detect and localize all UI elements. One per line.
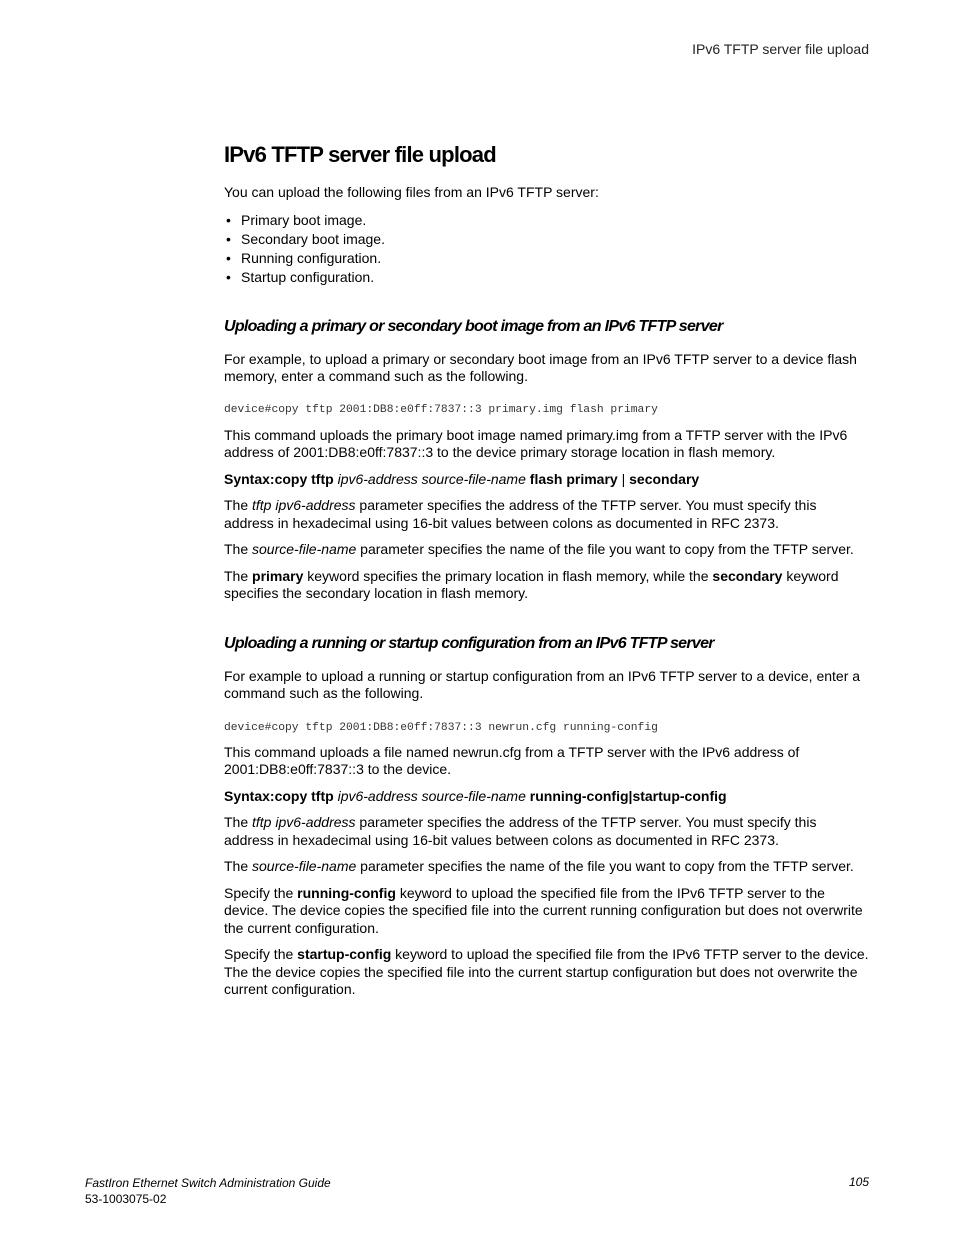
syntax-line: Syntax:copy tftp ipv6-address source-file-name running-config|startup-config <box>224 787 727 804</box>
page-number: 105 <box>848 1175 869 1189</box>
list-item: • Primary boot image. <box>224 211 870 230</box>
paragraph: The source-file-name parameter specifies the name of the file you want to copy from the TFTP server. <box>224 541 854 557</box>
paragraph: The tftp ipv6-address parameter specifies the address of the TFTP server. You must specify this address in hexadecimal using 16-bit values between colons as documented in RFC 2373. <box>224 814 817 848</box>
syntax-line: Syntax:copy tftp ipv6-address source-file-name flash primary | secondary <box>224 470 700 487</box>
footer-doc-number: 53-1003075-02 <box>85 1192 167 1206</box>
paragraph: Specify the running-config keyword to upload the specified file from the IPv6 TFTP server to the device. The device copies the specified file into the current running configuration but does not overwrite the current configuration. <box>224 884 863 936</box>
intro-paragraph: You can upload the following files from an IPv6 TFTP server: <box>224 184 599 200</box>
file-type-list <box>224 211 870 287</box>
command-example: device#copy tftp 2001:DB8:e0ff:7837::3 newrun.cfg running-config <box>224 721 658 734</box>
list-item: • Secondary boot image. <box>224 230 870 249</box>
paragraph: Specify the startup-config keyword to upload the specified file from the IPv6 TFTP server to the device. The the device copies the specified file into the current startup configuration but does not overwrite the current configuration. <box>224 946 869 997</box>
list-item: • Running configuration. <box>224 249 870 268</box>
paragraph: For example to upload a running or startup configuration from an IPv6 TFTP server to a device, enter a command such as the following. <box>224 667 861 701</box>
paragraph: This command uploads the primary boot image named primary.img from a TFTP server with the IPv6 address of 2001:DB8:e0ff:7837::3 to the device primary storage location in flash memory. <box>224 426 848 460</box>
footer-doc-info <box>85 1175 331 1207</box>
paragraph: The source-file-name parameter specifies the name of the file you want to copy from the TFTP server. <box>224 858 854 874</box>
paragraph: This command uploads a file named newrun.cfg from a TFTP server with the IPv6 address of 2001:DB8:e0ff:7837::3 to the device. <box>224 743 800 777</box>
section-heading-boot-image: Uploading a primary or secondary boot image from an IPv6 TFTP server <box>224 317 723 335</box>
list-item: • Startup configuration. <box>224 268 870 287</box>
running-header: IPv6 TFTP server file upload <box>692 41 869 57</box>
footer-doc-title: FastIron Ethernet Switch Administration Guide <box>85 1176 331 1190</box>
paragraph: For example, to upload a primary or secondary boot image from an IPv6 TFTP server to a device flash memory, enter a command such as the following. <box>224 350 857 384</box>
paragraph: The primary keyword specifies the primary location in flash memory, while the secondary keyword specifies the secondary location in flash memory. <box>224 567 839 601</box>
section-heading-config: Uploading a running or startup configuration from an IPv6 TFTP server <box>224 634 714 652</box>
page-content <box>224 140 870 999</box>
command-example: device#copy tftp 2001:DB8:e0ff:7837::3 primary.img flash primary <box>224 403 658 416</box>
paragraph: The tftp ipv6-address parameter specifies the address of the TFTP server. You must specify this address in hexadecimal using 16-bit values between colons as documented in RFC 2373. <box>224 497 817 531</box>
page-title: IPv6 TFTP server file upload <box>224 142 496 167</box>
